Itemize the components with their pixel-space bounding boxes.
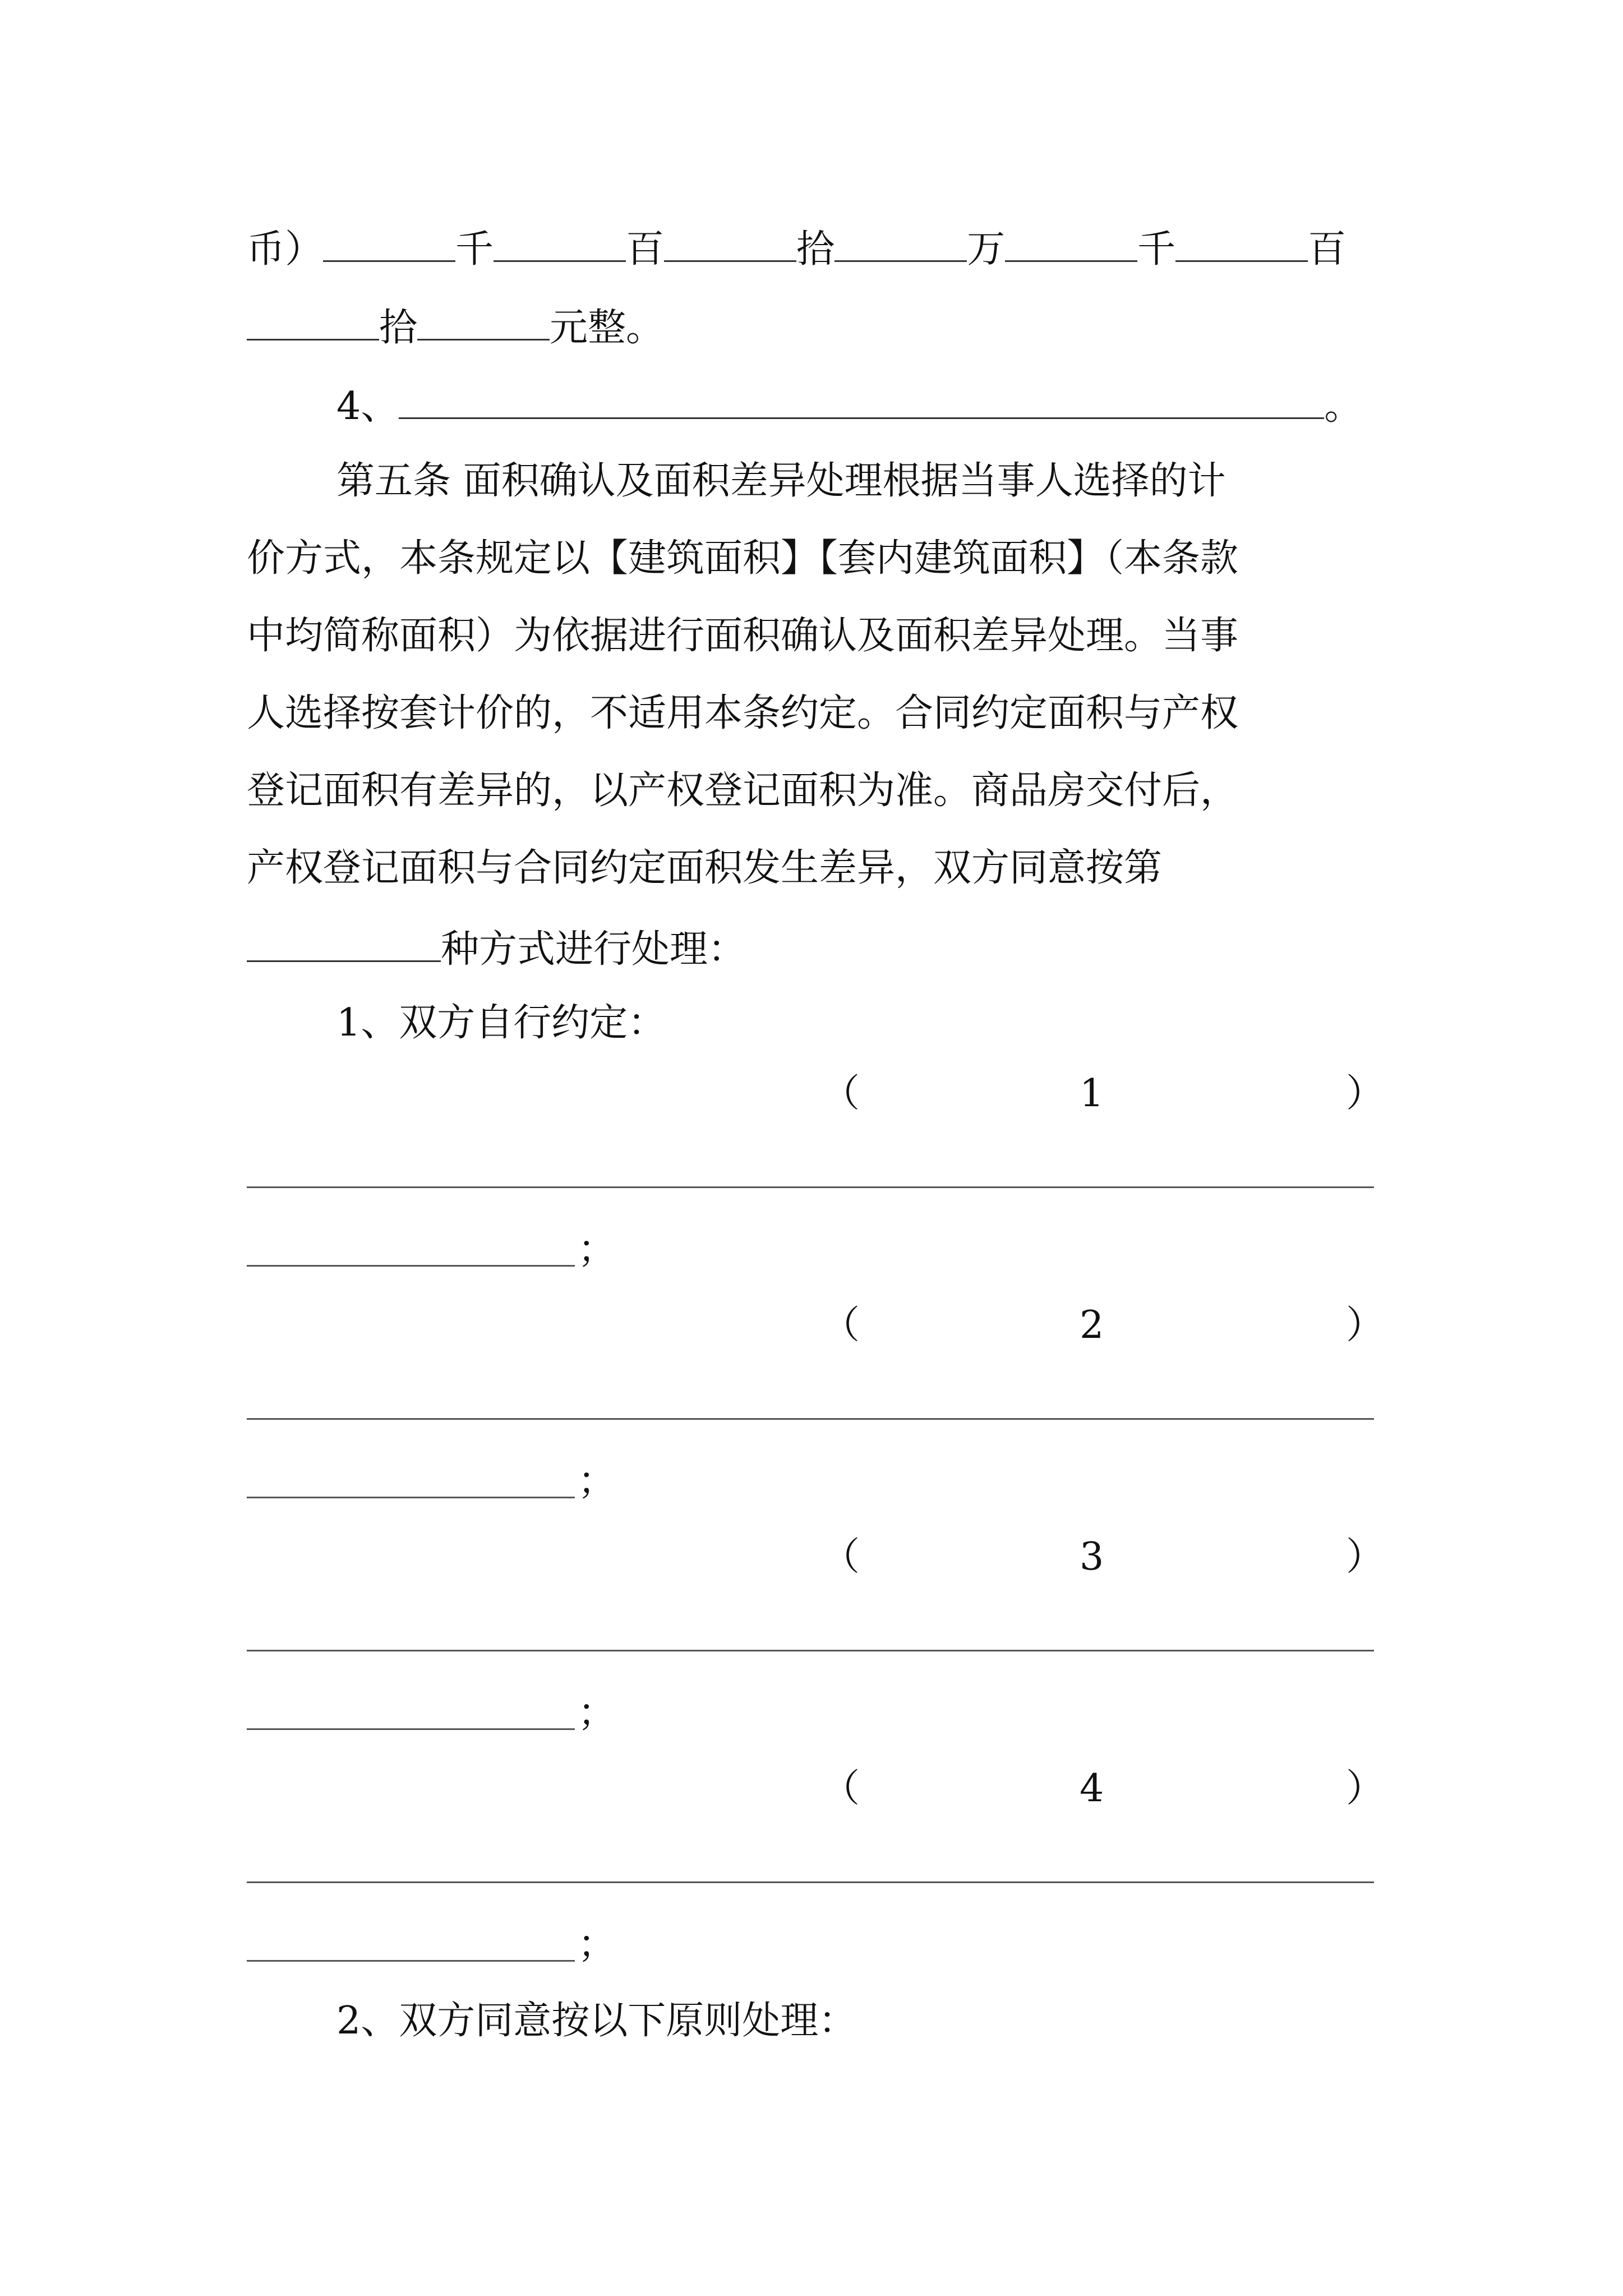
sub-item-end: ； [578,1459,616,1503]
fill-line[interactable] [247,1497,575,1498]
blank-field[interactable] [417,297,550,341]
blank-field[interactable] [494,219,626,262]
article-5-line-5 [247,764,1385,818]
paren-open: （ [822,1071,860,1116]
fill-line[interactable] [247,1728,575,1730]
blank-field[interactable] [399,376,1324,419]
currency-suffix: 币） [247,227,324,272]
fill-line[interactable] [247,1418,1374,1420]
article-text: 人选择按套计价的，不适用本条约定。合同约定面积与产权 [247,691,1239,735]
item-number: 4、 [336,384,399,429]
article-text: 登记面积有差异的，以产权登记面积为准。商品房交付后， [247,769,1239,813]
blank-field[interactable] [664,219,796,262]
blank-field[interactable] [247,297,379,341]
amount-line-1 [247,219,1385,277]
unit-text: 元整。 [550,306,665,350]
unit-text: 拾 [796,227,835,272]
paren-open: （ [822,1766,860,1811]
fill-line[interactable] [247,1186,1374,1188]
paren-open: （ [822,1303,860,1347]
sub-item-number: 3 [1080,1535,1104,1579]
sub-item-number: 4 [1080,1766,1104,1811]
article-5-line-7 [247,919,1385,977]
article-5-line-1 [336,454,1385,508]
article-5-line-4 [247,687,1385,740]
blank-field[interactable] [834,219,967,262]
article-text: 第五条 面积确认及面积差异处理根据当事人选择的计 [336,459,1226,503]
sub-item-end: ； [578,1227,616,1272]
paren-close: ） [1346,1766,1385,1811]
blank-field[interactable] [247,919,441,962]
sub-item-number: 2 [1080,1303,1104,1347]
paren-close: ） [1346,1071,1385,1116]
unit-text: 万 [967,227,1006,272]
fill-line[interactable] [247,1881,1374,1883]
unit-text: 千 [1137,227,1176,272]
unit-text: 千 [455,227,494,272]
blank-field[interactable] [1175,219,1308,262]
paren-close: ） [1346,1303,1385,1347]
unit-text: 百 [1308,227,1347,272]
unit-text: 拾 [379,306,418,350]
article-text: 价方式，本条规定以【建筑面积】【套内建筑面积】（本条款 [247,536,1239,581]
item-4-line [336,376,1385,434]
amount-line-2 [247,297,1385,355]
fill-line[interactable] [247,1650,1374,1651]
sub-item-end: ； [578,1922,616,1967]
blank-field[interactable] [323,219,455,262]
article-5-line-2 [247,532,1385,586]
option-2-heading [336,1994,1385,2048]
article-text: 种方式进行处理： [441,927,746,972]
article-5-line-6 [247,841,1385,895]
sub-item-end: ； [578,1691,616,1735]
unit-text: 百 [626,227,665,272]
fill-line[interactable] [247,1265,575,1267]
option-text: 1、双方自行约定： [336,1001,666,1045]
fill-line[interactable] [247,1960,575,1962]
article-text: 中均简称面积）为依据进行面积确认及面积差异处理。当事 [247,614,1239,658]
paren-open: （ [822,1535,860,1579]
article-text: 产权登记面积与合同约定面积发生差异，双方同意按第 [247,846,1163,890]
option-text: 2、双方同意按以下原则处理： [336,1999,857,2043]
paren-close: ） [1346,1535,1385,1579]
article-5-line-3 [247,609,1385,663]
option-1-heading [336,996,1385,1050]
sub-item-number: 1 [1080,1071,1104,1116]
blank-field[interactable] [1005,219,1137,262]
item-end: 。 [1324,384,1363,429]
